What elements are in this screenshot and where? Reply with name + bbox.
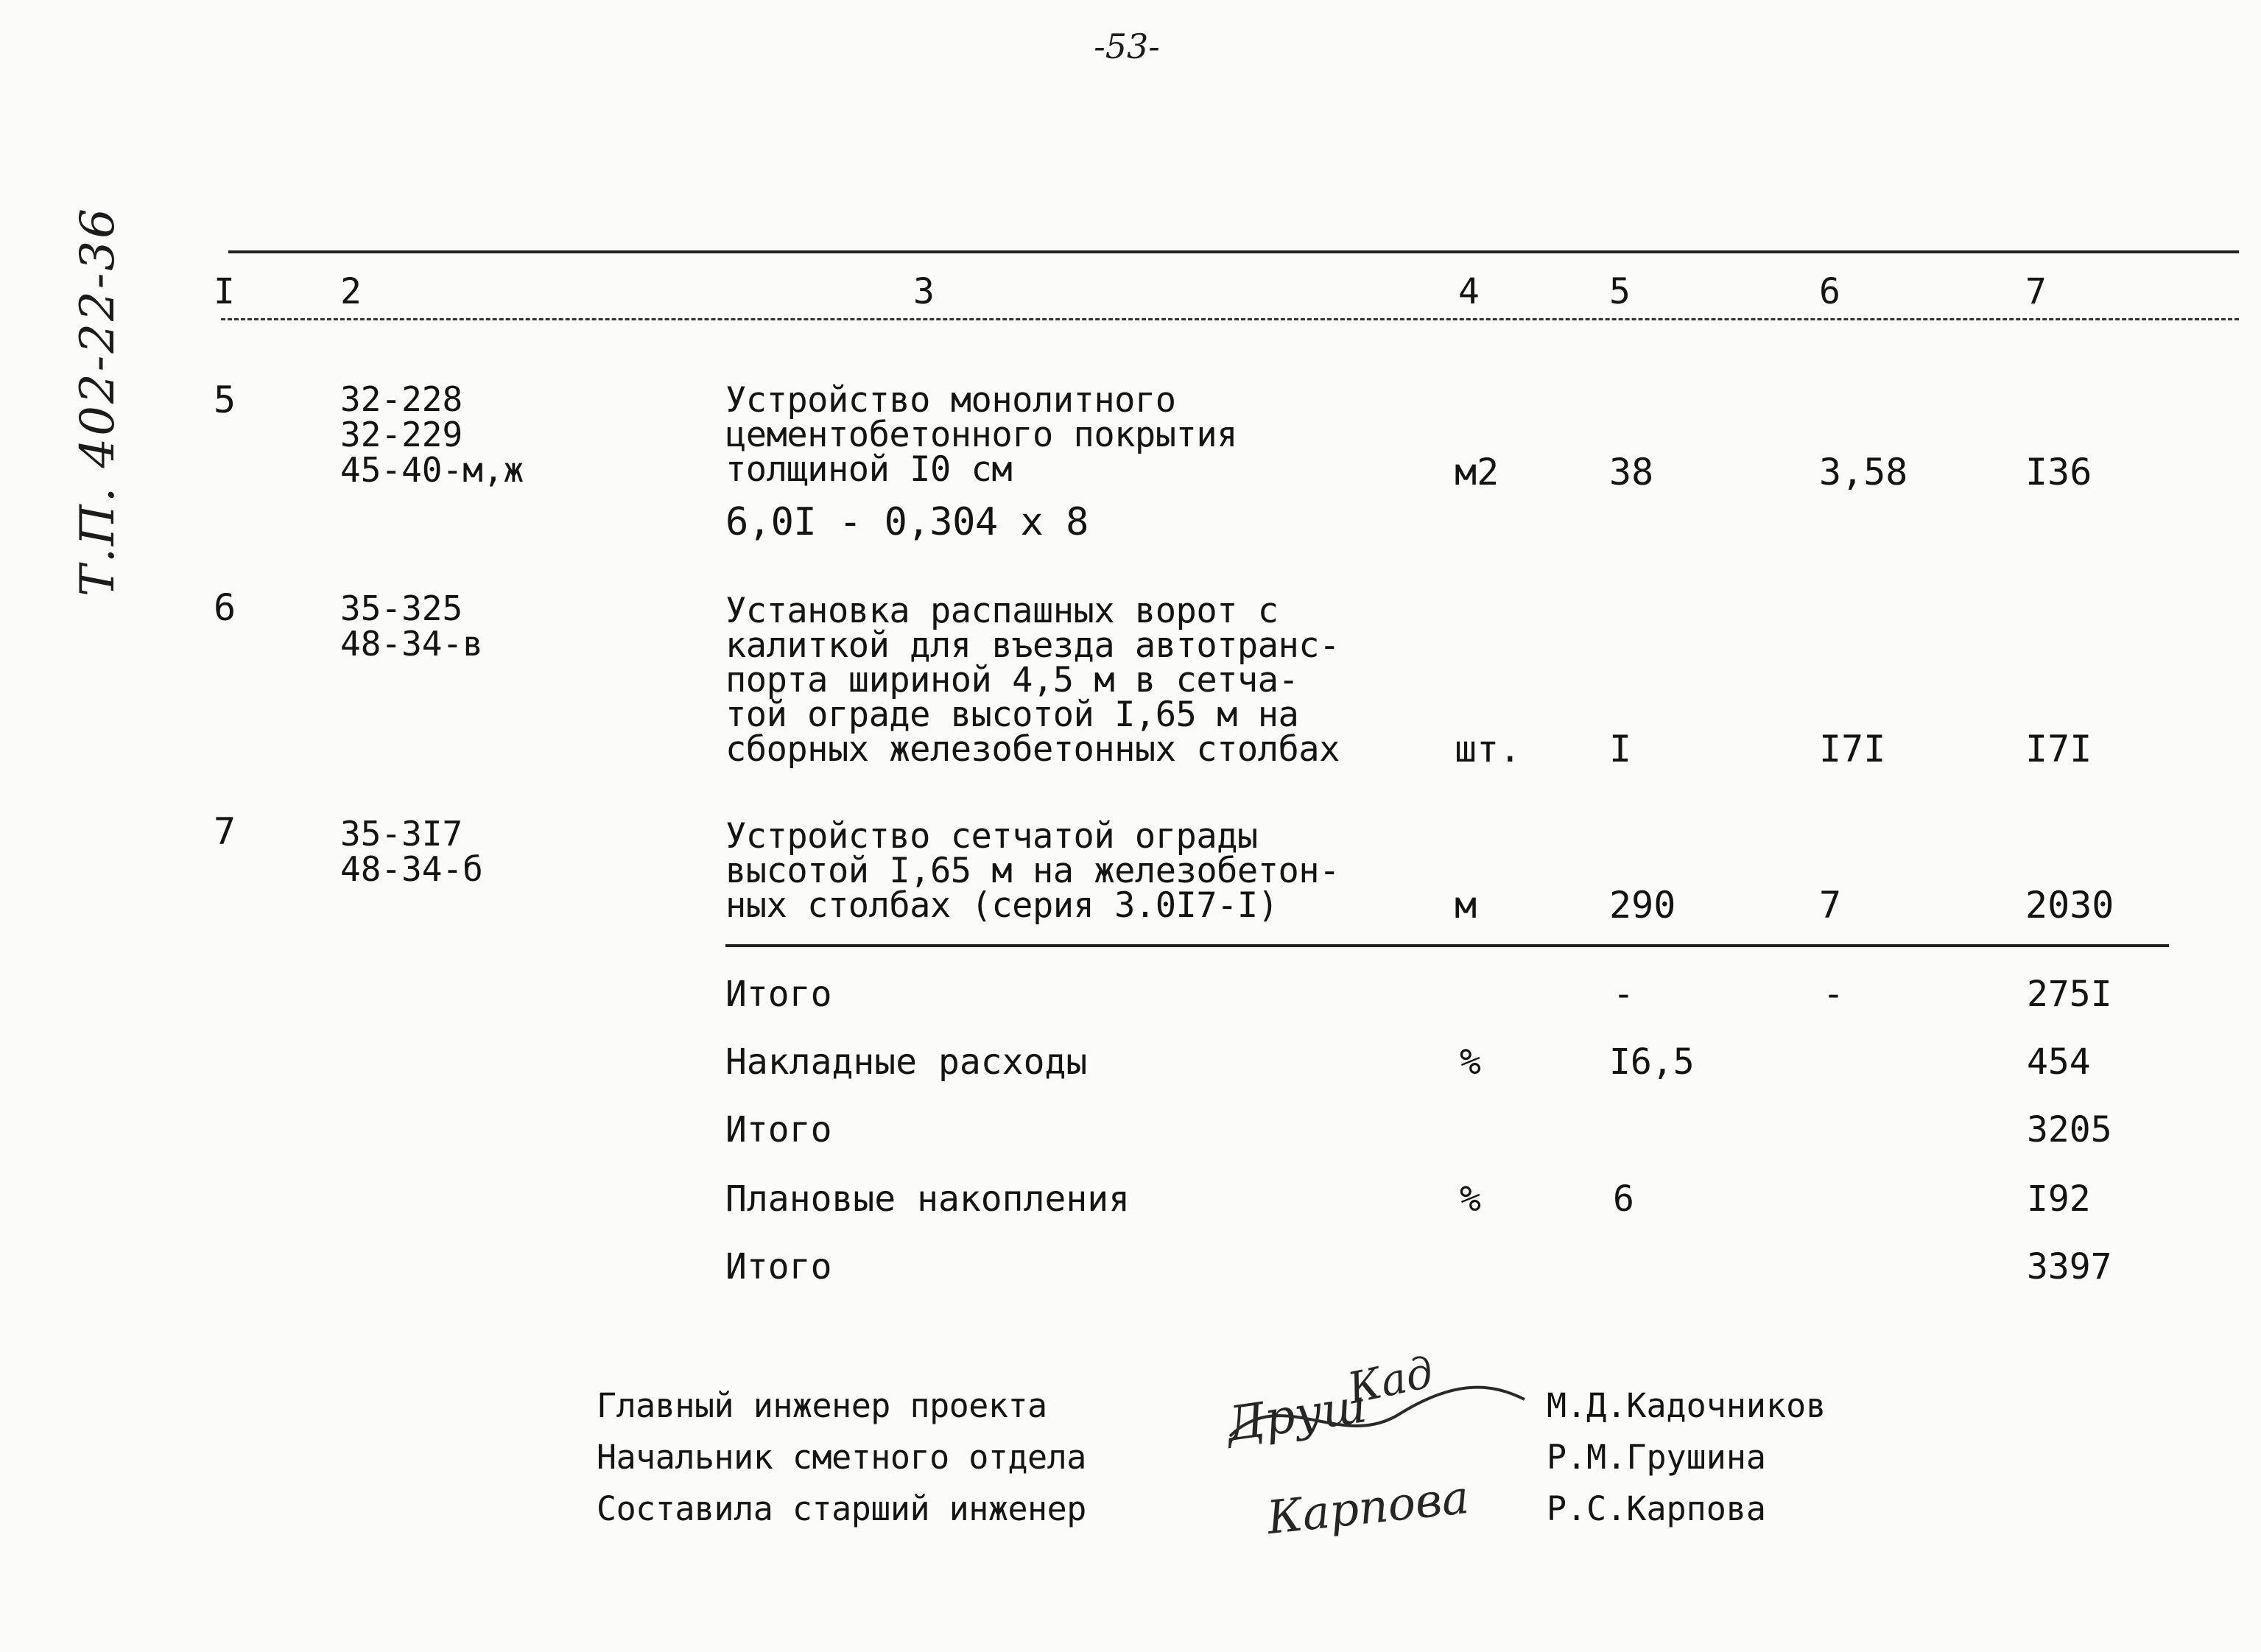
row-total: I7I xyxy=(2025,728,2092,770)
summary-label: Итого xyxy=(725,974,832,1015)
row-formula: 6,0I - 0,304 x 8 xyxy=(725,500,1089,544)
header-bottom-rule xyxy=(221,318,2239,320)
summary-col5: - xyxy=(1613,974,1634,1015)
row-unit: шт. xyxy=(1455,728,1522,770)
summary-total: 275I xyxy=(2027,974,2112,1015)
summary-col5: 6 xyxy=(1613,1178,1634,1220)
row-unit: м xyxy=(1455,884,1477,927)
column-header-5: 5 xyxy=(1609,271,1631,312)
signature-name: Р.С.Карпова xyxy=(1547,1489,1767,1528)
row-code: 32-228 xyxy=(340,379,463,419)
header-top-rule xyxy=(228,250,2239,253)
row-description-line: Установка распашных ворот с xyxy=(725,591,1279,631)
handwritten-signature: Друш xyxy=(1223,1379,1370,1452)
row-code: 45-40-м,ж xyxy=(340,450,524,490)
row-description-line: порта шириной 4,5 м в сетча- xyxy=(725,660,1299,700)
summary-unit: % xyxy=(1460,1041,1481,1083)
column-header-3: 3 xyxy=(913,271,935,312)
row-description-line: цементобетонного покрытия xyxy=(725,415,1237,455)
column-header-7: 7 xyxy=(2025,271,2047,312)
row-unit-price: 7 xyxy=(1819,884,1842,927)
row-unit-price: I7I xyxy=(1819,728,1886,770)
summary-label: Итого xyxy=(725,1246,832,1287)
row-description-line: ных столбах (серия 3.0I7-I) xyxy=(725,885,1279,926)
signature-name: Р.М.Грушина xyxy=(1547,1438,1767,1477)
signature-name: М.Д.Кадочников xyxy=(1547,1386,1826,1425)
totals-separator-rule xyxy=(725,944,2169,947)
row-description-line: той ограде высотой I,65 м на xyxy=(725,695,1299,735)
summary-total: 454 xyxy=(2027,1041,2091,1083)
row-description-line: сборных железобетонных столбах xyxy=(725,729,1340,770)
column-header-6: 6 xyxy=(1819,271,1840,312)
row-total: I36 xyxy=(2025,451,2092,493)
summary-col5: I6,5 xyxy=(1609,1041,1695,1083)
column-header-4: 4 xyxy=(1458,271,1480,312)
signature-role: Составила старший инженер xyxy=(597,1489,1086,1528)
row-description-line: Устройство сетчатой ограды xyxy=(725,816,1258,857)
row-description-line: толщиной I0 см xyxy=(725,449,1013,490)
summary-total: I92 xyxy=(2027,1178,2091,1220)
row-code: 35-3I7 xyxy=(340,814,463,854)
handwritten-signature: Кад xyxy=(1343,1346,1438,1414)
side-document-code: Т.П. 402-22-36 xyxy=(71,206,125,597)
signature-flourish xyxy=(1223,1370,1532,1458)
page-number: -53- xyxy=(1094,27,1160,66)
row-number: 7 xyxy=(214,810,236,853)
summary-label: Итого xyxy=(725,1109,832,1150)
row-description-line: высотой I,65 м на железобетон- xyxy=(725,851,1340,891)
row-code: 48-34-в xyxy=(340,624,483,664)
summary-label: Накладные расходы xyxy=(725,1041,1088,1083)
column-header-1: I xyxy=(214,271,235,312)
summary-total: 3205 xyxy=(2027,1109,2112,1150)
column-header-2: 2 xyxy=(340,271,362,312)
row-unit-price: 3,58 xyxy=(1819,451,1908,493)
row-code: 48-34-б xyxy=(340,849,483,889)
row-total: 2030 xyxy=(2025,884,2114,927)
row-quantity: I xyxy=(1609,728,1632,770)
row-number: 5 xyxy=(214,379,236,421)
summary-total: 3397 xyxy=(2027,1246,2112,1287)
summary-unit: % xyxy=(1460,1178,1481,1220)
row-code: 32-229 xyxy=(340,415,463,454)
row-description-line: Устройство монолитного xyxy=(725,380,1176,421)
summary-label: Плановые накопления xyxy=(725,1178,1130,1220)
signature-role: Начальник сметного отдела xyxy=(597,1438,1086,1477)
handwritten-signature: Карпова xyxy=(1264,1469,1472,1545)
row-code: 35-325 xyxy=(340,588,463,628)
row-quantity: 38 xyxy=(1609,451,1654,493)
summary-col6: - xyxy=(1823,974,1844,1015)
row-quantity: 290 xyxy=(1609,884,1676,927)
row-number: 6 xyxy=(214,586,236,629)
row-description-line: калиткой для въезда автотранс- xyxy=(725,625,1340,666)
row-unit: м2 xyxy=(1455,451,1499,493)
signature-role: Главный инженер проекта xyxy=(597,1386,1047,1425)
